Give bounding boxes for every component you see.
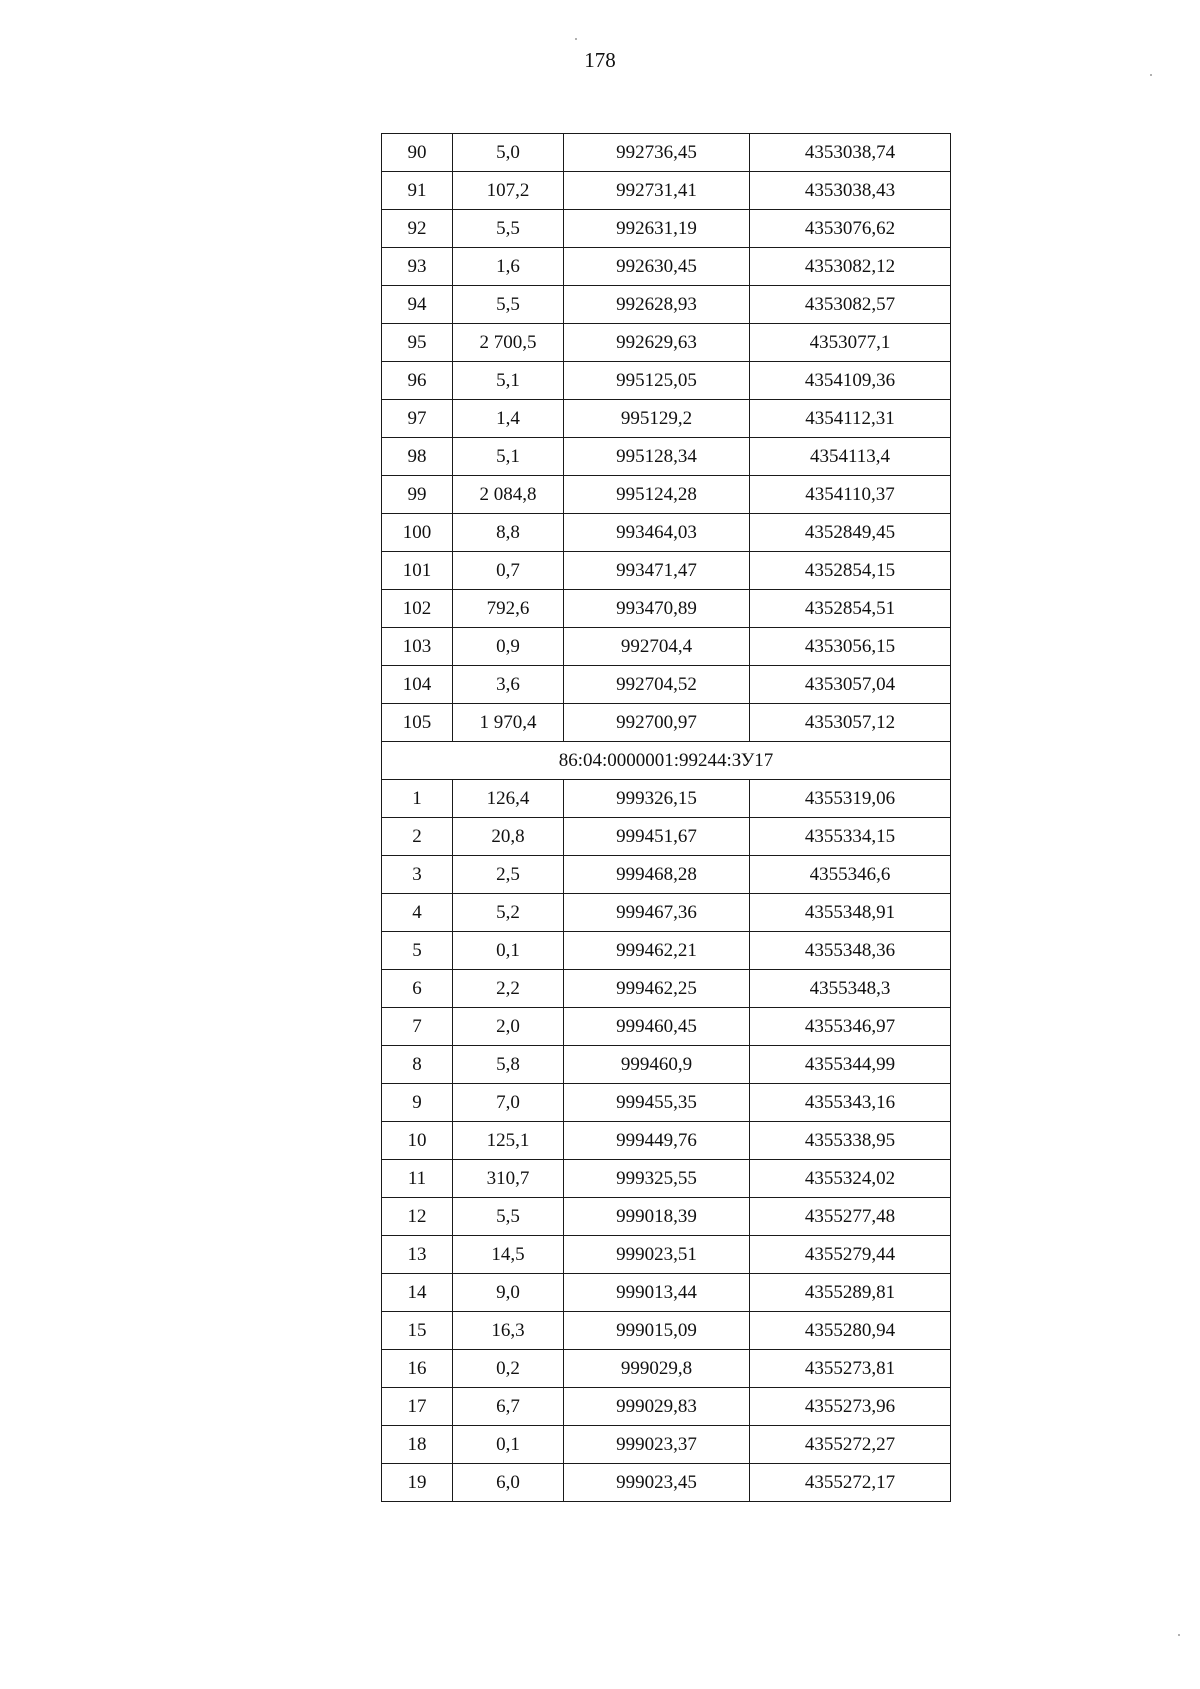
coord-y: 4355346,6	[750, 856, 951, 894]
coord-x: 999451,67	[564, 818, 750, 856]
point-number: 7	[382, 1008, 453, 1046]
table-row	[382, 1312, 951, 1350]
coord-x: 992704,4	[564, 628, 750, 666]
segment-length: 20,8	[453, 818, 564, 856]
table-row	[382, 324, 951, 362]
table-row	[382, 362, 951, 400]
coord-y: 4353082,12	[750, 248, 951, 286]
coord-x: 992736,45	[564, 134, 750, 172]
table-row	[382, 1160, 951, 1198]
segment-length: 310,7	[453, 1160, 564, 1198]
table-row	[382, 590, 951, 628]
coord-x: 999462,25	[564, 970, 750, 1008]
coordinates-table	[381, 133, 951, 1502]
coord-y: 4355334,15	[750, 818, 951, 856]
segment-length: 3,6	[453, 666, 564, 704]
coord-y: 4355273,96	[750, 1388, 951, 1426]
segment-length: 14,5	[453, 1236, 564, 1274]
point-number: 105	[382, 704, 453, 742]
point-number: 90	[382, 134, 453, 172]
table-row	[382, 1122, 951, 1160]
table-row	[382, 856, 951, 894]
table-row	[382, 514, 951, 552]
point-number: 92	[382, 210, 453, 248]
coord-x: 999023,51	[564, 1236, 750, 1274]
coord-y: 4353038,43	[750, 172, 951, 210]
coord-x: 999467,36	[564, 894, 750, 932]
segment-length: 0,1	[453, 932, 564, 970]
segment-length: 5,1	[453, 362, 564, 400]
coord-x: 993464,03	[564, 514, 750, 552]
coord-x: 999325,55	[564, 1160, 750, 1198]
point-number: 5	[382, 932, 453, 970]
coord-y: 4354112,31	[750, 400, 951, 438]
point-number: 14	[382, 1274, 453, 1312]
table-row	[382, 438, 951, 476]
point-number: 16	[382, 1350, 453, 1388]
section-title: 86:04:0000001:99244:ЗУ17	[382, 742, 951, 780]
table-row	[382, 970, 951, 1008]
point-number: 19	[382, 1464, 453, 1502]
section-header-group	[382, 742, 951, 780]
table-row	[382, 932, 951, 970]
table-row	[382, 1274, 951, 1312]
coord-x: 999468,28	[564, 856, 750, 894]
point-number: 98	[382, 438, 453, 476]
point-number: 93	[382, 248, 453, 286]
coord-y: 4354109,36	[750, 362, 951, 400]
coord-x: 992704,52	[564, 666, 750, 704]
coord-y: 4353056,15	[750, 628, 951, 666]
table-row	[382, 1046, 951, 1084]
coord-y: 4353057,04	[750, 666, 951, 704]
point-number: 101	[382, 552, 453, 590]
coord-y: 4353082,57	[750, 286, 951, 324]
segment-length: 5,0	[453, 134, 564, 172]
segment-length: 1 970,4	[453, 704, 564, 742]
segment-length: 107,2	[453, 172, 564, 210]
point-number: 11	[382, 1160, 453, 1198]
coord-y: 4355319,06	[750, 780, 951, 818]
point-number: 102	[382, 590, 453, 628]
segment-length: 2 084,8	[453, 476, 564, 514]
table-row	[382, 476, 951, 514]
coord-y: 4352849,45	[750, 514, 951, 552]
segment-length: 5,5	[453, 1198, 564, 1236]
segment-length: 5,2	[453, 894, 564, 932]
table-row	[382, 1350, 951, 1388]
coord-x: 995129,2	[564, 400, 750, 438]
table-row	[382, 894, 951, 932]
segment-length: 5,5	[453, 286, 564, 324]
segment-length: 0,9	[453, 628, 564, 666]
coord-x: 999462,21	[564, 932, 750, 970]
point-number: 94	[382, 286, 453, 324]
table-row	[382, 1426, 951, 1464]
coord-x: 999455,35	[564, 1084, 750, 1122]
coord-x: 992731,41	[564, 172, 750, 210]
table-row	[382, 210, 951, 248]
scan-speck	[1150, 74, 1152, 76]
segment-length: 8,8	[453, 514, 564, 552]
coord-y: 4355338,95	[750, 1122, 951, 1160]
point-number: 103	[382, 628, 453, 666]
table-row	[382, 1008, 951, 1046]
coord-x: 999029,8	[564, 1350, 750, 1388]
table-row	[382, 134, 951, 172]
coord-y: 4355348,3	[750, 970, 951, 1008]
segment-length: 126,4	[453, 780, 564, 818]
coord-x: 999018,39	[564, 1198, 750, 1236]
coord-y: 4355346,97	[750, 1008, 951, 1046]
scan-speck	[1178, 1634, 1180, 1636]
table-row	[382, 1464, 951, 1502]
point-number: 104	[382, 666, 453, 704]
coord-y: 4353077,1	[750, 324, 951, 362]
coord-x: 999023,37	[564, 1426, 750, 1464]
coord-y: 4355348,36	[750, 932, 951, 970]
segment-length: 9,0	[453, 1274, 564, 1312]
coord-x: 999013,44	[564, 1274, 750, 1312]
coord-x: 992628,93	[564, 286, 750, 324]
table-row	[382, 666, 951, 704]
point-number: 97	[382, 400, 453, 438]
segment-length: 2,2	[453, 970, 564, 1008]
coord-y: 4352854,15	[750, 552, 951, 590]
coord-x: 993470,89	[564, 590, 750, 628]
coord-y: 4355279,44	[750, 1236, 951, 1274]
points-group-a	[382, 134, 951, 742]
coord-x: 995124,28	[564, 476, 750, 514]
coord-y: 4353076,62	[750, 210, 951, 248]
point-number: 15	[382, 1312, 453, 1350]
coord-y: 4355343,16	[750, 1084, 951, 1122]
coord-y: 4353057,12	[750, 704, 951, 742]
point-number: 6	[382, 970, 453, 1008]
coord-y: 4355289,81	[750, 1274, 951, 1312]
point-number: 8	[382, 1046, 453, 1084]
point-number: 99	[382, 476, 453, 514]
segment-length: 0,1	[453, 1426, 564, 1464]
coord-y: 4355272,27	[750, 1426, 951, 1464]
point-number: 4	[382, 894, 453, 932]
coord-y: 4355277,48	[750, 1198, 951, 1236]
point-number: 12	[382, 1198, 453, 1236]
table-row	[382, 704, 951, 742]
section-header-row	[382, 742, 951, 780]
segment-length: 5,8	[453, 1046, 564, 1084]
point-number: 10	[382, 1122, 453, 1160]
point-number: 2	[382, 818, 453, 856]
coord-x: 992631,19	[564, 210, 750, 248]
point-number: 100	[382, 514, 453, 552]
coord-x: 999460,45	[564, 1008, 750, 1046]
point-number: 95	[382, 324, 453, 362]
coord-x: 995125,05	[564, 362, 750, 400]
point-number: 91	[382, 172, 453, 210]
segment-length: 16,3	[453, 1312, 564, 1350]
segment-length: 0,2	[453, 1350, 564, 1388]
point-number: 1	[382, 780, 453, 818]
coord-y: 4355272,17	[750, 1464, 951, 1502]
table-row	[382, 780, 951, 818]
scan-speck	[575, 38, 577, 40]
table-row	[382, 1236, 951, 1274]
coord-x: 999015,09	[564, 1312, 750, 1350]
point-number: 17	[382, 1388, 453, 1426]
coord-x: 993471,47	[564, 552, 750, 590]
coord-y: 4355324,02	[750, 1160, 951, 1198]
point-number: 96	[382, 362, 453, 400]
segment-length: 6,0	[453, 1464, 564, 1502]
points-group-b	[382, 780, 951, 1502]
point-number: 18	[382, 1426, 453, 1464]
table-row	[382, 1198, 951, 1236]
coord-x: 999029,83	[564, 1388, 750, 1426]
table-row	[382, 1388, 951, 1426]
point-number: 9	[382, 1084, 453, 1122]
coord-x: 995128,34	[564, 438, 750, 476]
segment-length: 7,0	[453, 1084, 564, 1122]
table-row	[382, 818, 951, 856]
coord-x: 999023,45	[564, 1464, 750, 1502]
segment-length: 1,6	[453, 248, 564, 286]
coord-x: 992630,45	[564, 248, 750, 286]
coord-y: 4353038,74	[750, 134, 951, 172]
segment-length: 2 700,5	[453, 324, 564, 362]
segment-length: 2,5	[453, 856, 564, 894]
segment-length: 5,5	[453, 210, 564, 248]
coord-y: 4355344,99	[750, 1046, 951, 1084]
table-row	[382, 552, 951, 590]
coord-y: 4355280,94	[750, 1312, 951, 1350]
segment-length: 6,7	[453, 1388, 564, 1426]
point-number: 13	[382, 1236, 453, 1274]
segment-length: 2,0	[453, 1008, 564, 1046]
coord-x: 992700,97	[564, 704, 750, 742]
coord-x: 999326,15	[564, 780, 750, 818]
coord-y: 4354110,37	[750, 476, 951, 514]
coord-y: 4352854,51	[750, 590, 951, 628]
table-row	[382, 1084, 951, 1122]
page-number: 178	[584, 48, 616, 72]
point-number: 3	[382, 856, 453, 894]
coord-x: 992629,63	[564, 324, 750, 362]
coord-y: 4355273,81	[750, 1350, 951, 1388]
segment-length: 1,4	[453, 400, 564, 438]
coord-y: 4355348,91	[750, 894, 951, 932]
segment-length: 792,6	[453, 590, 564, 628]
segment-length: 125,1	[453, 1122, 564, 1160]
segment-length: 0,7	[453, 552, 564, 590]
segment-length: 5,1	[453, 438, 564, 476]
table-row	[382, 628, 951, 666]
coord-y: 4354113,4	[750, 438, 951, 476]
table-row	[382, 248, 951, 286]
coord-x: 999449,76	[564, 1122, 750, 1160]
table-row	[382, 286, 951, 324]
table-row	[382, 172, 951, 210]
coord-x: 999460,9	[564, 1046, 750, 1084]
table-row	[382, 400, 951, 438]
